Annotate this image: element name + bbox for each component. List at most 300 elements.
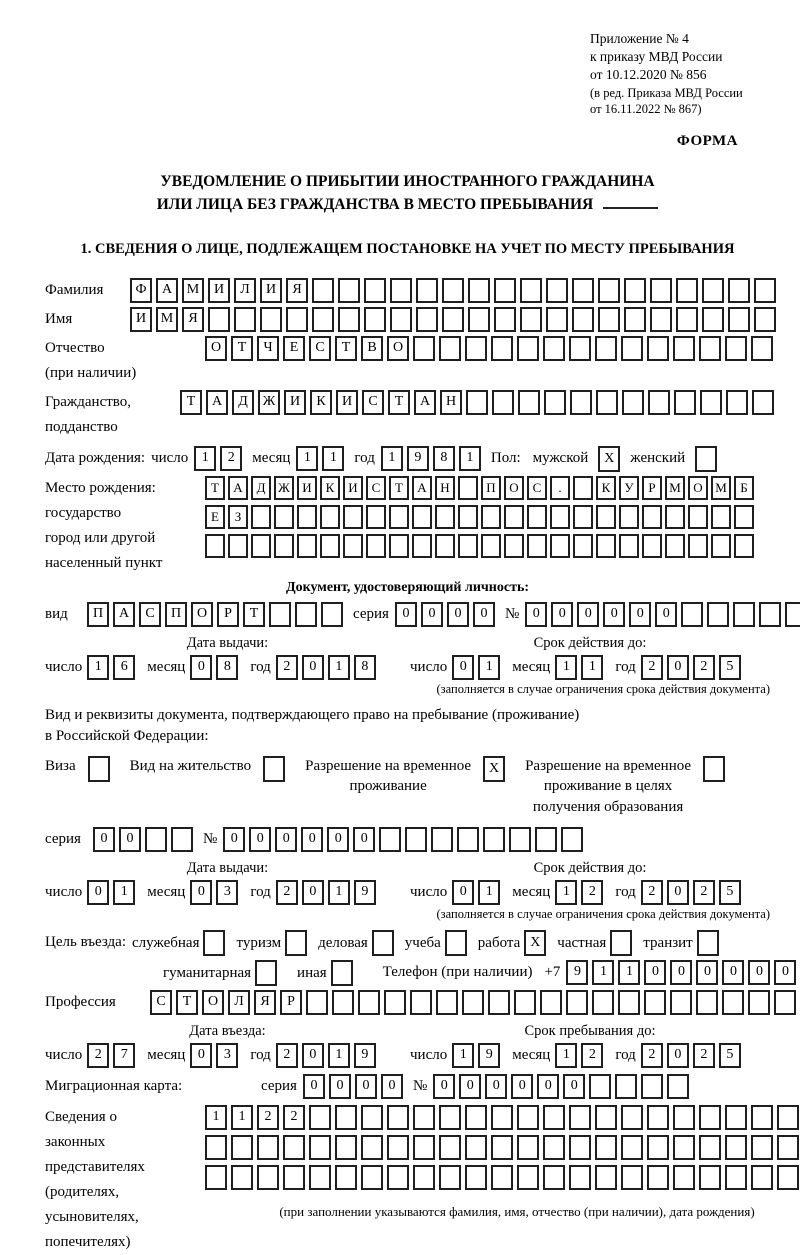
char-box[interactable] [413,336,435,361]
temp-residence-checkbox[interactable]: X [483,756,505,782]
char-box[interactable] [777,1165,799,1190]
char-box[interactable]: 9 [478,1043,500,1068]
char-box[interactable] [321,602,343,627]
char-box[interactable] [754,307,776,332]
char-box[interactable] [286,307,308,332]
char-box[interactable] [699,1105,721,1130]
char-box[interactable]: 8 [216,655,238,680]
char-box[interactable]: 1 [296,446,318,471]
char-box[interactable] [439,1165,461,1190]
char-box[interactable]: И [336,390,358,415]
char-box[interactable]: М [711,476,731,500]
char-box[interactable] [481,534,501,558]
char-box[interactable] [413,1165,435,1190]
char-box[interactable] [413,1135,435,1160]
char-box[interactable]: 1 [113,880,135,905]
char-box[interactable] [644,990,666,1015]
char-box[interactable]: Ж [274,476,294,500]
char-box[interactable]: 0 [301,827,323,852]
char-box[interactable] [595,1105,617,1130]
char-box[interactable]: 0 [525,602,547,627]
char-box[interactable]: Т [388,390,410,415]
char-box[interactable] [520,307,542,332]
char-box[interactable]: Ж [258,390,280,415]
char-box[interactable] [494,278,516,303]
char-box[interactable]: 3 [216,880,238,905]
char-box[interactable]: 0 [190,655,212,680]
char-box[interactable]: 0 [433,1074,455,1099]
char-box[interactable]: О [205,336,227,361]
char-box[interactable] [338,278,360,303]
char-box[interactable] [573,505,593,529]
char-box[interactable] [465,336,487,361]
char-box[interactable]: 2 [641,880,663,905]
char-box[interactable] [458,534,478,558]
char-box[interactable] [295,602,317,627]
char-box[interactable] [647,336,669,361]
char-box[interactable]: 0 [119,827,141,852]
char-box[interactable]: И [297,476,317,500]
char-box[interactable]: 2 [641,655,663,680]
char-box[interactable]: 0 [452,880,474,905]
char-box[interactable]: 0 [329,1074,351,1099]
purpose-official-checkbox[interactable] [203,930,225,956]
char-box[interactable] [274,534,294,558]
char-box[interactable] [777,1135,799,1160]
char-box[interactable] [491,336,513,361]
char-box[interactable] [751,1135,773,1160]
char-box[interactable] [615,1074,637,1099]
char-box[interactable] [725,1105,747,1130]
char-box[interactable] [540,990,562,1015]
char-box[interactable] [412,505,432,529]
char-box[interactable]: Р [217,602,239,627]
char-box[interactable]: 7 [113,1043,135,1068]
char-box[interactable] [465,1165,487,1190]
char-box[interactable] [543,1165,565,1190]
char-box[interactable]: 0 [327,827,349,852]
char-box[interactable]: 5 [719,655,741,680]
char-box[interactable]: К [596,476,616,500]
char-box[interactable] [527,505,547,529]
char-box[interactable]: 0 [87,880,109,905]
char-box[interactable] [205,534,225,558]
char-box[interactable] [435,505,455,529]
char-box[interactable]: С [150,990,172,1015]
char-box[interactable] [725,1135,747,1160]
char-box[interactable] [483,827,505,852]
char-box[interactable] [358,990,380,1015]
char-box[interactable] [665,534,685,558]
char-box[interactable]: И [343,476,363,500]
char-box[interactable] [688,505,708,529]
char-box[interactable] [389,534,409,558]
char-box[interactable] [491,1165,513,1190]
char-box[interactable]: 2 [693,880,715,905]
char-box[interactable] [338,307,360,332]
char-box[interactable] [457,827,479,852]
char-box[interactable] [309,1165,331,1190]
char-box[interactable]: Ф [130,278,152,303]
char-box[interactable]: 2 [276,1043,298,1068]
char-box[interactable]: О [191,602,213,627]
char-box[interactable] [681,602,703,627]
char-box[interactable]: А [412,476,432,500]
char-box[interactable] [491,1105,513,1130]
char-box[interactable] [517,1165,539,1190]
char-box[interactable] [205,1165,227,1190]
purpose-transit-checkbox[interactable] [697,930,719,956]
char-box[interactable] [573,534,593,558]
char-box[interactable]: О [202,990,224,1015]
char-box[interactable]: 2 [87,1043,109,1068]
char-box[interactable] [596,390,618,415]
char-box[interactable]: Т [335,336,357,361]
temp-residence-education-checkbox[interactable] [703,756,725,782]
char-box[interactable]: Б [734,476,754,500]
char-box[interactable] [405,827,427,852]
char-box[interactable] [416,307,438,332]
char-box[interactable] [481,505,501,529]
char-box[interactable]: К [310,390,332,415]
char-box[interactable] [550,505,570,529]
char-box[interactable] [699,1135,721,1160]
char-box[interactable]: И [284,390,306,415]
char-box[interactable]: 0 [748,960,770,985]
char-box[interactable] [517,1105,539,1130]
purpose-study-checkbox[interactable] [445,930,467,956]
char-box[interactable] [320,534,340,558]
char-box[interactable]: 1 [328,880,350,905]
char-box[interactable]: 0 [190,880,212,905]
char-box[interactable]: 0 [722,960,744,985]
char-box[interactable] [699,1165,721,1190]
char-box[interactable] [647,1135,669,1160]
char-box[interactable]: О [387,336,409,361]
char-box[interactable] [673,1105,695,1130]
char-box[interactable]: П [165,602,187,627]
char-box[interactable] [335,1135,357,1160]
char-box[interactable]: А [113,602,135,627]
char-box[interactable]: 0 [275,827,297,852]
char-box[interactable]: П [481,476,501,500]
char-box[interactable]: 1 [478,880,500,905]
char-box[interactable] [561,827,583,852]
char-box[interactable] [527,534,547,558]
char-box[interactable] [572,278,594,303]
char-box[interactable]: 0 [190,1043,212,1068]
char-box[interactable]: 9 [354,1043,376,1068]
char-box[interactable]: О [504,476,524,500]
char-box[interactable] [364,278,386,303]
char-box[interactable]: В [361,336,383,361]
char-box[interactable]: М [182,278,204,303]
char-box[interactable]: 0 [421,602,443,627]
char-box[interactable] [257,1135,279,1160]
char-box[interactable]: Д [232,390,254,415]
char-box[interactable]: Е [283,336,305,361]
char-box[interactable] [592,990,614,1015]
char-box[interactable] [673,1135,695,1160]
char-box[interactable] [774,990,796,1015]
char-box[interactable]: И [130,307,152,332]
char-box[interactable] [297,534,317,558]
char-box[interactable]: 0 [303,1074,325,1099]
char-box[interactable]: 0 [629,602,651,627]
male-checkbox[interactable]: X [598,446,620,472]
char-box[interactable] [546,278,568,303]
char-box[interactable] [491,1135,513,1160]
char-box[interactable]: А [206,390,228,415]
char-box[interactable] [734,534,754,558]
char-box[interactable] [335,1105,357,1130]
char-box[interactable] [145,827,167,852]
char-box[interactable]: О [688,476,708,500]
char-box[interactable] [366,534,386,558]
char-box[interactable] [621,1165,643,1190]
char-box[interactable] [468,278,490,303]
char-box[interactable] [306,990,328,1015]
char-box[interactable] [569,1165,591,1190]
char-box[interactable]: 0 [511,1074,533,1099]
char-box[interactable] [520,278,542,303]
char-box[interactable]: 0 [667,655,689,680]
char-box[interactable] [283,1165,305,1190]
char-box[interactable] [598,307,620,332]
char-box[interactable] [361,1105,383,1130]
char-box[interactable]: 2 [283,1105,305,1130]
char-box[interactable]: 1 [478,655,500,680]
char-box[interactable] [535,827,557,852]
char-box[interactable] [208,307,230,332]
char-box[interactable] [387,1105,409,1130]
char-box[interactable] [171,827,193,852]
char-box[interactable]: Д [251,476,271,500]
char-box[interactable]: 1 [381,446,403,471]
char-box[interactable]: Р [642,476,662,500]
char-box[interactable] [251,505,271,529]
char-box[interactable]: 0 [667,1043,689,1068]
char-box[interactable] [462,990,484,1015]
char-box[interactable]: Т [243,602,265,627]
char-box[interactable] [733,602,755,627]
char-box[interactable]: 1 [231,1105,253,1130]
purpose-humanitarian-checkbox[interactable] [255,960,277,986]
char-box[interactable]: 1 [452,1043,474,1068]
char-box[interactable] [332,990,354,1015]
char-box[interactable] [439,1135,461,1160]
char-box[interactable] [361,1135,383,1160]
char-box[interactable] [596,534,616,558]
char-box[interactable]: 5 [719,880,741,905]
char-box[interactable] [711,534,731,558]
char-box[interactable] [442,278,464,303]
char-box[interactable] [550,534,570,558]
char-box[interactable]: А [228,476,248,500]
char-box[interactable]: 8 [354,655,376,680]
char-box[interactable] [777,1105,799,1130]
char-box[interactable] [598,278,620,303]
char-box[interactable]: Я [286,278,308,303]
char-box[interactable] [231,1135,253,1160]
char-box[interactable] [725,336,747,361]
char-box[interactable] [439,1105,461,1130]
char-box[interactable] [707,602,729,627]
char-box[interactable]: 2 [220,446,242,471]
char-box[interactable] [569,336,591,361]
char-box[interactable]: 0 [551,602,573,627]
char-box[interactable]: З [228,505,248,529]
char-box[interactable] [431,827,453,852]
char-box[interactable] [435,534,455,558]
char-box[interactable] [673,1165,695,1190]
char-box[interactable] [572,307,594,332]
char-box[interactable] [320,505,340,529]
char-box[interactable]: 1 [555,880,577,905]
residence-permit-checkbox[interactable] [263,756,285,782]
char-box[interactable] [621,1135,643,1160]
char-box[interactable]: 2 [693,1043,715,1068]
char-box[interactable] [390,307,412,332]
char-box[interactable]: 2 [581,1043,603,1068]
char-box[interactable]: 1 [581,655,603,680]
char-box[interactable]: А [414,390,436,415]
char-box[interactable] [726,390,748,415]
char-box[interactable] [711,505,731,529]
char-box[interactable]: 2 [641,1043,663,1068]
char-box[interactable]: Т [180,390,202,415]
char-box[interactable] [468,307,490,332]
char-box[interactable] [413,1105,435,1130]
char-box[interactable]: 2 [581,880,603,905]
char-box[interactable] [785,602,800,627]
char-box[interactable]: 6 [113,655,135,680]
char-box[interactable] [517,1135,539,1160]
char-box[interactable]: 0 [485,1074,507,1099]
char-box[interactable] [700,390,722,415]
char-box[interactable]: 1 [328,655,350,680]
char-box[interactable] [364,307,386,332]
char-box[interactable]: 1 [87,655,109,680]
char-box[interactable]: Ч [257,336,279,361]
char-box[interactable] [387,1165,409,1190]
char-box[interactable]: 0 [302,880,324,905]
char-box[interactable] [619,505,639,529]
char-box[interactable] [504,505,524,529]
purpose-other-checkbox[interactable] [331,960,353,986]
char-box[interactable] [647,1165,669,1190]
char-box[interactable] [728,278,750,303]
char-box[interactable]: 0 [353,827,375,852]
char-box[interactable] [465,1105,487,1130]
char-box[interactable] [335,1165,357,1190]
char-box[interactable]: 1 [555,1043,577,1068]
char-box[interactable]: Я [254,990,276,1015]
char-box[interactable]: 1 [194,446,216,471]
char-box[interactable] [595,336,617,361]
char-box[interactable]: Л [228,990,250,1015]
char-box[interactable] [725,1165,747,1190]
char-box[interactable] [650,307,672,332]
char-box[interactable]: 3 [216,1043,238,1068]
char-box[interactable] [251,534,271,558]
char-box[interactable] [269,602,291,627]
char-box[interactable]: И [260,278,282,303]
char-box[interactable]: А [156,278,178,303]
char-box[interactable] [231,1165,253,1190]
char-box[interactable]: 0 [223,827,245,852]
char-box[interactable]: 0 [381,1074,403,1099]
char-box[interactable]: 0 [774,960,796,985]
char-box[interactable] [619,534,639,558]
char-box[interactable]: Н [435,476,455,500]
char-box[interactable] [205,1135,227,1160]
char-box[interactable]: 0 [473,602,495,627]
char-box[interactable] [650,278,672,303]
char-box[interactable]: И [208,278,230,303]
char-box[interactable] [667,1074,689,1099]
char-box[interactable] [366,505,386,529]
char-box[interactable] [312,278,334,303]
char-box[interactable] [260,307,282,332]
char-box[interactable]: С [362,390,384,415]
char-box[interactable]: С [366,476,386,500]
char-box[interactable] [384,990,406,1015]
visa-checkbox[interactable] [88,756,110,782]
char-box[interactable]: 0 [395,602,417,627]
char-box[interactable]: Т [231,336,253,361]
char-box[interactable]: 0 [537,1074,559,1099]
char-box[interactable] [309,1105,331,1130]
char-box[interactable]: 0 [670,960,692,985]
char-box[interactable]: 0 [452,655,474,680]
char-box[interactable] [387,1135,409,1160]
char-box[interactable]: 1 [328,1043,350,1068]
char-box[interactable] [688,534,708,558]
char-box[interactable] [595,1135,617,1160]
char-box[interactable]: 0 [447,602,469,627]
char-box[interactable] [543,1105,565,1130]
char-box[interactable] [458,505,478,529]
char-box[interactable] [466,390,488,415]
char-box[interactable] [722,990,744,1015]
char-box[interactable] [274,505,294,529]
char-box[interactable]: 0 [459,1074,481,1099]
char-box[interactable] [416,278,438,303]
char-box[interactable] [702,307,724,332]
char-box[interactable] [436,990,458,1015]
char-box[interactable] [754,278,776,303]
purpose-tourism-checkbox[interactable] [285,930,307,956]
char-box[interactable]: Е [205,505,225,529]
char-box[interactable] [410,990,432,1015]
char-box[interactable]: С [309,336,331,361]
char-box[interactable] [621,1105,643,1130]
char-box[interactable] [297,505,317,529]
char-box[interactable] [234,307,256,332]
char-box[interactable] [546,307,568,332]
char-box[interactable]: 0 [577,602,599,627]
female-checkbox[interactable] [695,446,717,472]
char-box[interactable] [748,990,770,1015]
char-box[interactable] [734,505,754,529]
char-box[interactable] [442,307,464,332]
char-box[interactable]: 0 [93,827,115,852]
char-box[interactable] [618,990,640,1015]
char-box[interactable] [699,336,721,361]
char-box[interactable] [569,1105,591,1130]
char-box[interactable] [509,827,531,852]
